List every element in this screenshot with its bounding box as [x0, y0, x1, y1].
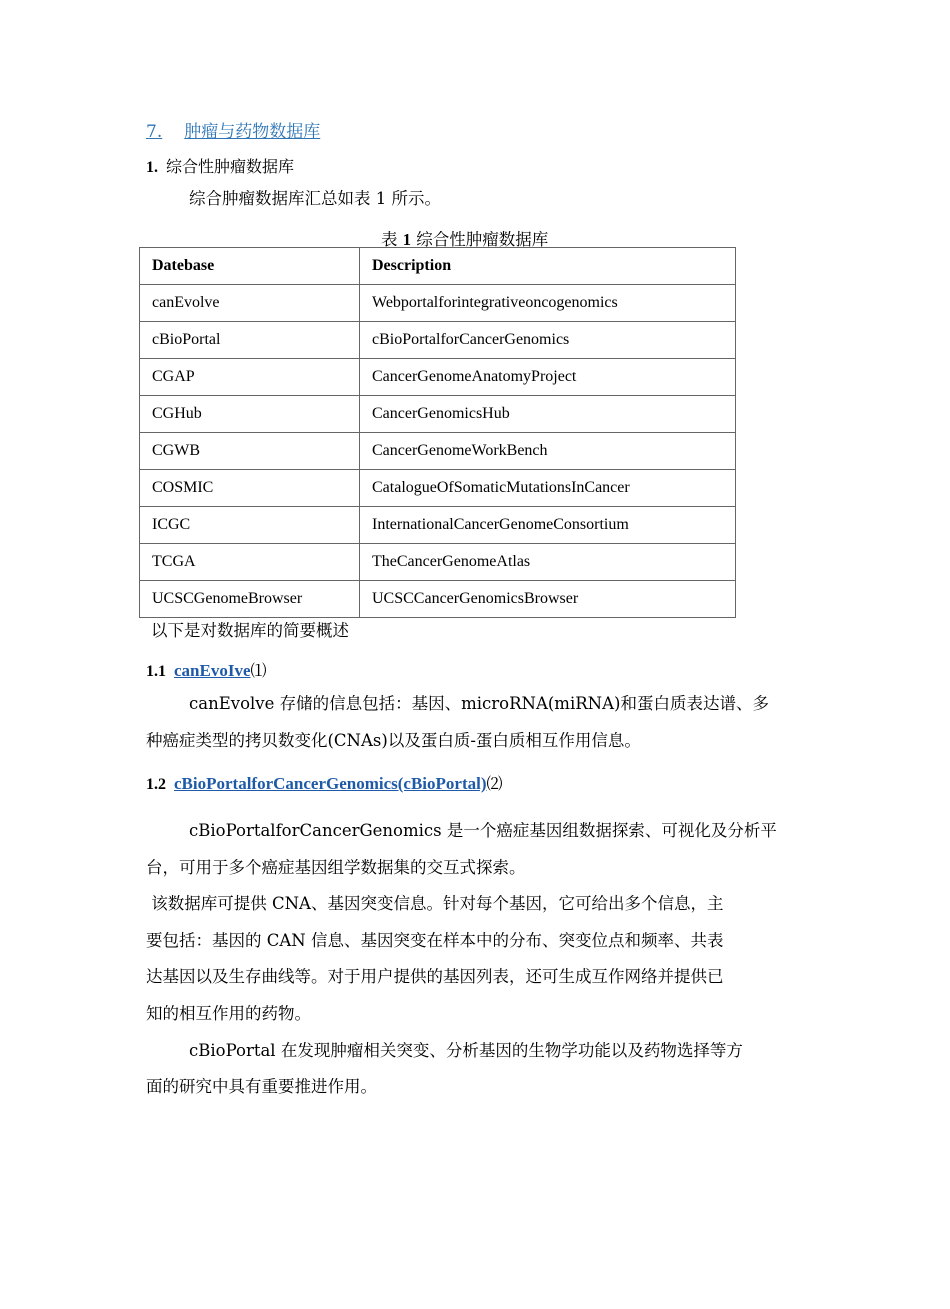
reference-marker: ⑴	[250, 661, 267, 680]
table-row	[140, 433, 736, 470]
table-row	[140, 544, 736, 581]
section-number: 1.1	[146, 663, 166, 680]
toc-number: 7.	[146, 122, 163, 142]
canevolve-link[interactable]: canEvoIve	[174, 661, 251, 680]
section-heading-1-2	[146, 771, 503, 794]
cbioportal-paragraph-2-line-3: 达基因以及生存曲线等。对于用户提供的基因列表，还可生成互作网络并提供已	[146, 967, 724, 986]
cbioportal-paragraph-3-line-1: cBioPortal 在发现肿瘤相关突变、分析基因的生物学功能以及药物选择等方	[189, 1041, 743, 1060]
table-row	[140, 285, 736, 322]
cell-database: UCSCGenomeBrowser	[140, 581, 360, 618]
reference-marker: ⑵	[486, 774, 503, 793]
section-number: 1.	[146, 159, 158, 176]
cell-database: COSMIC	[140, 470, 360, 507]
cell-database: CGHub	[140, 396, 360, 433]
cell-description: Webportalforintegrativeoncogenomics	[360, 285, 736, 322]
cell-description: UCSCCancerGenomicsBrowser	[360, 581, 736, 618]
caption-number: 1	[402, 230, 411, 249]
cell-database: TCGA	[140, 544, 360, 581]
canevolve-paragraph-line-1: canEvolve 存储的信息包括：基因、microRNA(miRNA)和蛋白质表达谱、多	[189, 694, 769, 713]
cell-description: CancerGenomicsHub	[360, 396, 736, 433]
cell-database: cBioPortal	[140, 322, 360, 359]
section-title: 综合性肿瘤数据库	[166, 157, 295, 176]
table-row	[140, 396, 736, 433]
header-description: Description	[360, 248, 736, 285]
table-row	[140, 322, 736, 359]
cbioportal-paragraph-2-line-1: 该数据库可提供 CNA、基因突变信息。针对每个基因，它可给出多个信息，主	[146, 894, 724, 913]
table-row	[140, 470, 736, 507]
cbioportal-paragraph-2-line-4: 知的相互作用的药物。	[146, 1004, 311, 1023]
caption-prefix: 表	[381, 230, 398, 249]
cell-description: TheCancerGenomeAtlas	[360, 544, 736, 581]
section-number: 1.2	[146, 776, 166, 793]
cbioportal-paragraph-1-line-1: cBioPortalforCancerGenomics 是一个癌症基因组数据探索、可视化及分析平	[189, 821, 777, 840]
table-row	[140, 507, 736, 544]
cbioportal-paragraph-3-line-2: 面的研究中具有重要推进作用。	[146, 1077, 377, 1096]
cell-description: InternationalCancerGenomeConsortium	[360, 507, 736, 544]
intro-paragraph: 综合肿瘤数据库汇总如表 1 所示。	[189, 189, 441, 208]
cell-database: canEvolve	[140, 285, 360, 322]
cell-database: ICGC	[140, 507, 360, 544]
cbioportal-paragraph-2-line-2: 要包括：基因的 CAN 信息、基因突变在样本中的分布、突变位点和频率、共表	[146, 931, 724, 950]
section-heading-1-1	[146, 658, 267, 681]
table-row	[140, 359, 736, 396]
cell-description: cBioPortalforCancerGenomics	[360, 322, 736, 359]
toc-title: 肿瘤与药物数据库	[184, 122, 321, 142]
cell-description: CatalogueOfSomaticMutationsInCancer	[360, 470, 736, 507]
cbioportal-paragraph-1-line-2: 台，可用于多个癌症基因组学数据集的交互式探索。	[146, 858, 526, 877]
summary-line: 以下是对数据库的简要概述	[151, 621, 349, 640]
caption-text: 综合性肿瘤数据库	[416, 230, 549, 249]
table-header-row	[140, 248, 736, 285]
cbioportal-link[interactable]: cBioPortalforCancerGenomics(cBioPortal)	[174, 774, 487, 793]
cell-description: CancerGenomeAnatomyProject	[360, 359, 736, 396]
section-heading-1	[146, 154, 294, 177]
toc-link-tumor-drug-databases[interactable]	[146, 117, 320, 142]
header-database: Datebase	[140, 248, 360, 285]
cell-database: CGAP	[140, 359, 360, 396]
canevolve-paragraph-line-2: 种癌症类型的拷贝数变化(CNAs)以及蛋白质-蛋白质相互作用信息。	[146, 731, 641, 750]
table-row	[140, 581, 736, 618]
cell-description: CancerGenomeWorkBench	[360, 433, 736, 470]
database-table	[139, 247, 736, 618]
cell-database: CGWB	[140, 433, 360, 470]
